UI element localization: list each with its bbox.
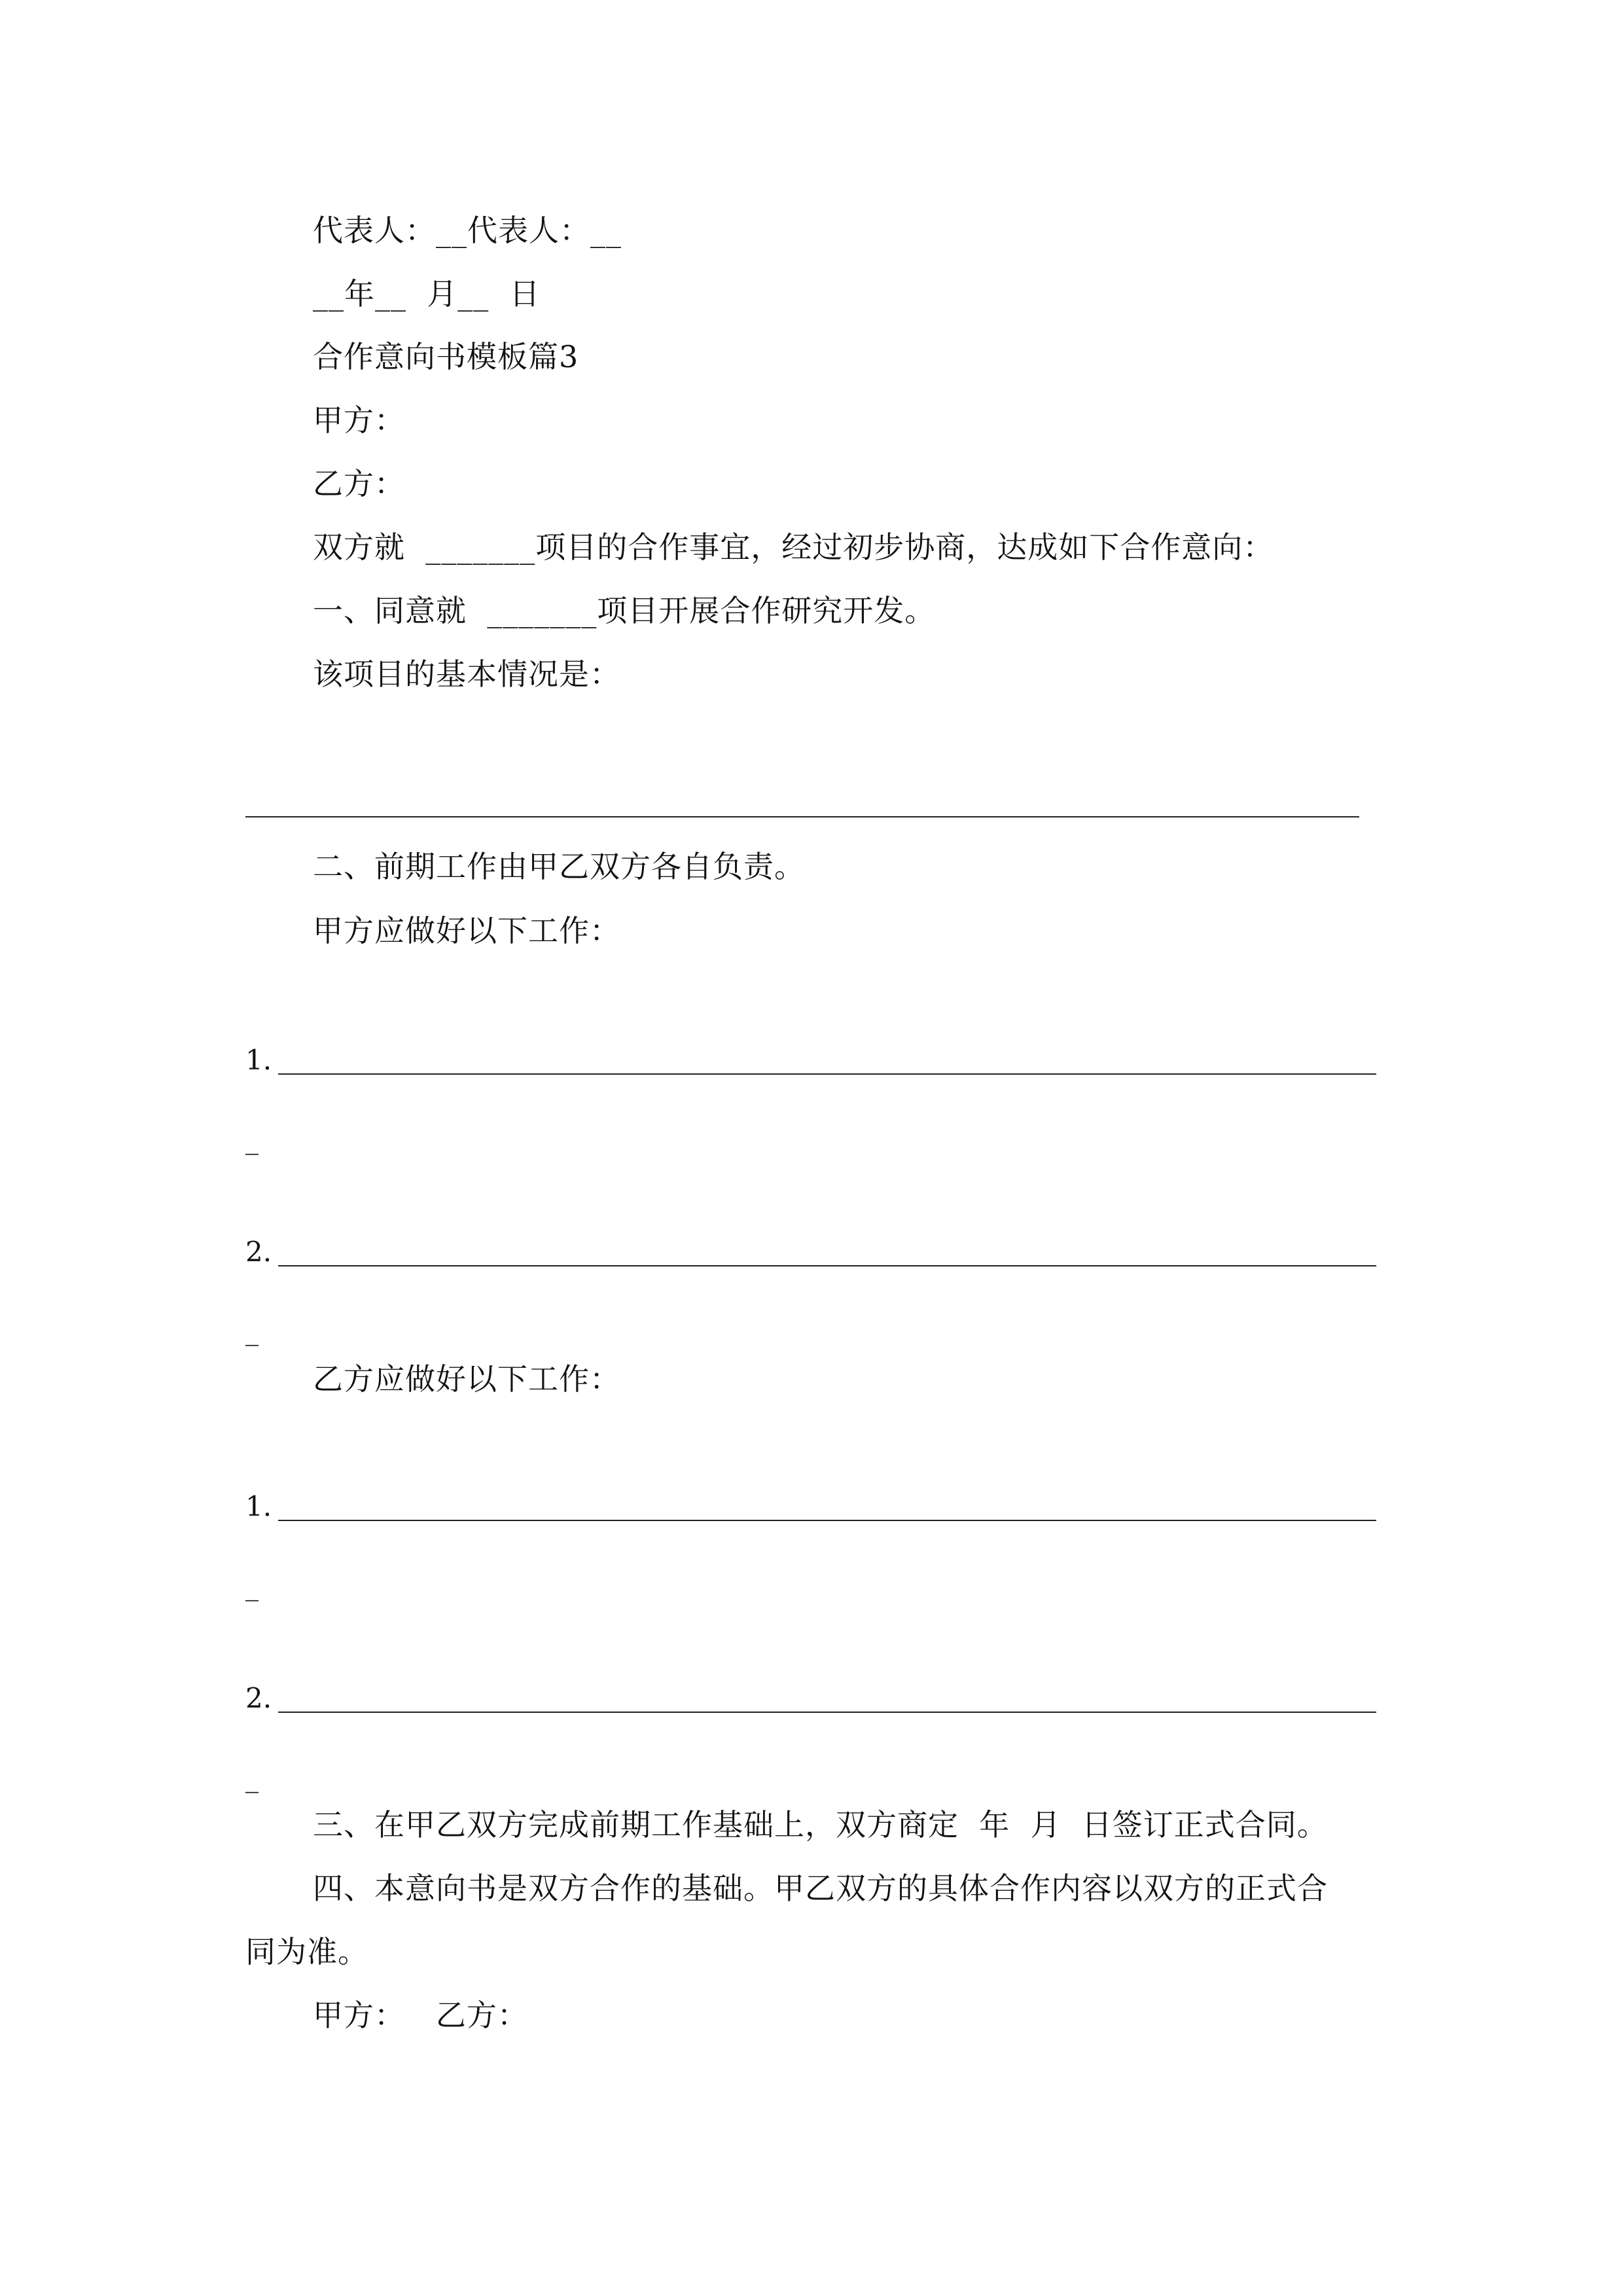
party-a-label: 甲方： [313,403,405,438]
party-b-item-1-tail: _ [245,1571,259,1602]
party-a-item-2-tail: _ [245,1316,259,1346]
intro-paragraph: 双方就 _______项目的合作事宜，经过初步协商，达成如下合作意向： [313,529,1274,565]
section-title: 合作意向书模板篇3 [313,339,579,374]
party-a-item-1-number: 1. [245,1044,272,1076]
clause-2: 二、前期工作由甲乙双方各自负责。 [313,849,805,884]
party-b-item-2-tail: _ [245,1763,259,1793]
signature-line: 甲方： 乙方： [313,1998,528,2033]
project-basic-label: 该项目的基本情况是： [313,656,620,692]
party-b-item-1-number: 1. [245,1490,272,1522]
party-a-work-label: 甲方应做好以下工作： [313,913,620,948]
party-b-work-label: 乙方应做好以下工作： [313,1361,620,1397]
date-line: __年__ 月__ 日 [313,276,541,312]
party-a-item-1-tail: _ [245,1125,259,1155]
clause-1: 一、同意就 _______项目开展合作研究开发。 [313,593,936,628]
clause-3: 三、在甲乙双方完成前期工作基础上，双方商定 年 月 日签订正式合同。 [313,1807,1328,1842]
party-b-item-1-rule [278,1520,1376,1521]
party-a-item-2-number: 2. [245,1236,272,1268]
party-a-item-1-rule [278,1073,1376,1075]
party-a-item-2-rule [278,1265,1376,1266]
party-b-label: 乙方： [313,466,405,501]
party-b-item-2-rule [278,1712,1376,1713]
project-basic-rule [245,816,1359,817]
clause-4-line-1: 四、本意向书是双方合作的基础。甲乙双方的具体合作内容以双方的正式合 [313,1871,1328,1906]
party-b-item-2-number: 2. [245,1682,272,1714]
clause-4-line-2: 同为准。 [245,1934,368,1969]
representatives-line: 代表人：__代表人：__ [313,213,622,248]
